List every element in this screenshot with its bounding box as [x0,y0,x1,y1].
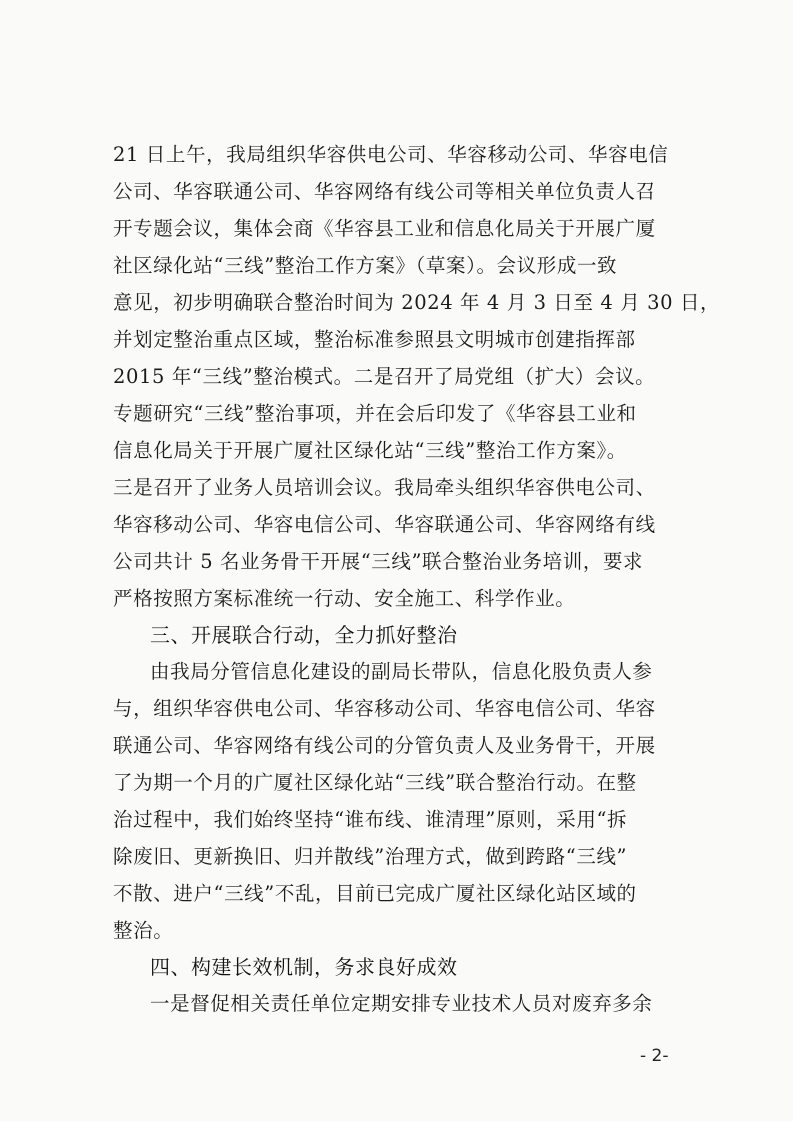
paragraph-line: 2015 年“三线”整治模式。二是召开了局党组（扩大）会议。 [113,365,656,388]
paragraph-line: 与，组织华容供电公司、华容移动公司、华容电信公司、华容 [113,697,656,720]
paragraph-line: 了为期一个月的广厦社区绿化站“三线”联合整治行动。在整 [113,771,637,794]
paragraph-line: 意见，初步明确联合整治时间为 2024 年 4 月 3 日至 4 月 30 日， [113,291,721,314]
paragraph-line: 严格按照方案标准统一行动、安全施工、科学作业。 [113,587,576,610]
paragraph-line: 公司共计 5 名业务骨干开展“三线”联合整治业务培训，要求 [113,550,644,573]
paragraph-line: 华容移动公司、华容电信公司、华容联通公司、华容网络有线 [113,513,656,536]
page-number: - 2- [640,1046,669,1066]
paragraph-line: 联通公司、华容网络有线公司的分管负责人及业务骨干，开展 [113,734,656,757]
paragraph-line: 整治。 [113,919,174,942]
paragraph-line: 社区绿化站“三线”整治工作方案》（草案）。会议形成一致 [113,254,618,277]
section-heading-4: 四、构建长效机制，务求良好成效 [150,955,458,979]
paragraph-line: 并划定整治重点区域，整治标准参照县文明城市创建指挥部 [113,328,636,351]
paragraph-line: 由我局分管信息化建设的副局长带队，信息化股负责人参 [150,660,653,683]
paragraph-line: 一是督促相关责任单位定期安排专业技术人员对废弃多余 [150,992,653,1015]
paragraph-line: 治过程中，我们始终坚持“谁布线、谁清理”原则，采用“拆 [113,808,628,831]
paragraph-line: 除废旧、更新换旧、归并散线”治理方式，做到跨路“三线” [113,845,628,868]
section-heading-3: 三、开展联合行动，全力抓好整治 [150,623,458,647]
paragraph-line: 专题研究“三线”整治事项，并在会后印发了《华容县工业和 [113,402,637,425]
paragraph-line: 开专题会议，集体会商《华容县工业和信息化局关于开展广厦 [113,217,656,240]
paragraph-line: 三是召开了业务人员培训会议。我局牵头组织华容供电公司、 [113,476,656,499]
paragraph-line: 信息化局关于开展广厦社区绿化站“三线”整治工作方案》。 [113,439,627,462]
paragraph-line: 公司、华容联通公司、华容网络有线公司等相关单位负责人召 [113,180,656,203]
paragraph-line: 不散、进户“三线”不乱，目前已完成广厦社区绿化站区域的 [113,882,637,905]
paragraph-line: 21 日上午，我局组织华容供电公司、华容移动公司、华容电信 [113,143,669,166]
